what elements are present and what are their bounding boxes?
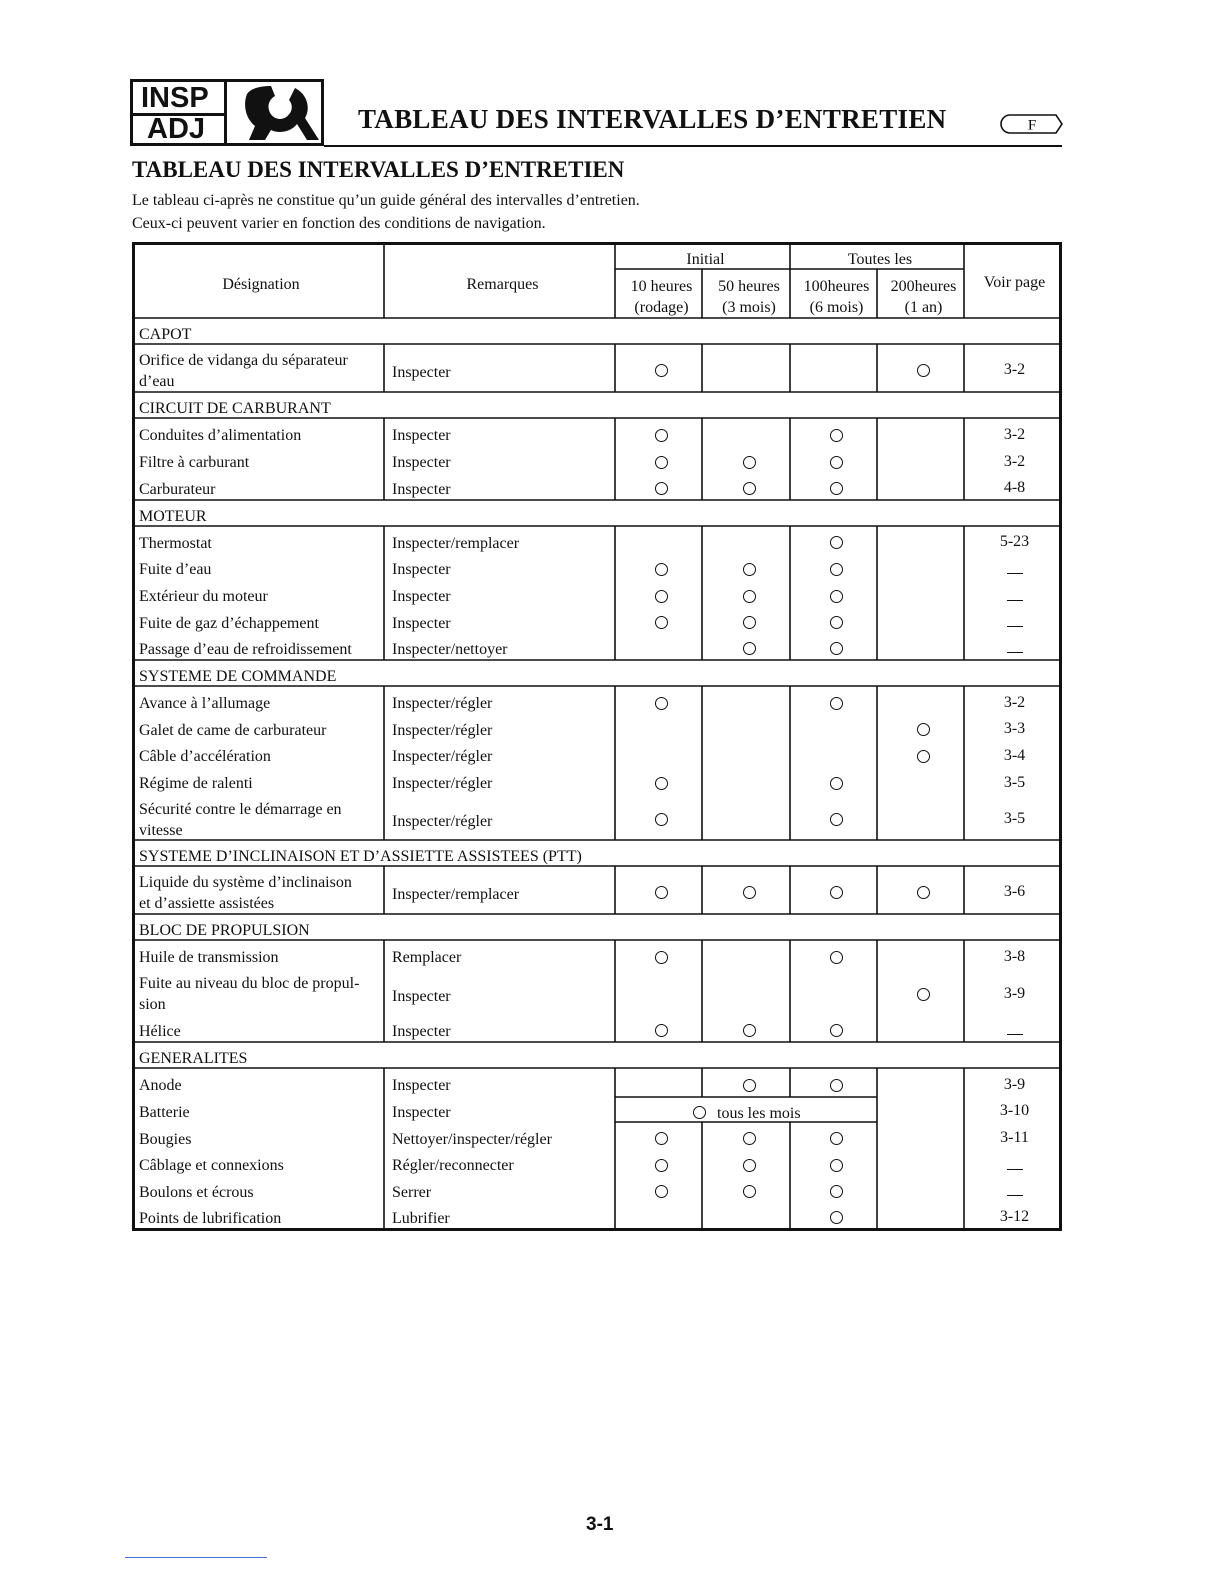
- row-designation-line: Bougies: [139, 1131, 192, 1148]
- no-page-dash: [1007, 1169, 1023, 1170]
- badge-adj: ADJ: [147, 113, 206, 145]
- header-10h: [618, 276, 705, 318]
- group-generalites: GENERALITES: [139, 1050, 248, 1067]
- row-designation: [139, 1075, 182, 1096]
- page-number: 3-1: [586, 1514, 614, 1535]
- row-page-ref: 3-2: [1003, 361, 1026, 378]
- interval-mark: [655, 364, 668, 377]
- interval-mark: [655, 429, 668, 442]
- group-capot: CAPOT: [139, 326, 192, 343]
- row-remark: Inspecter: [392, 561, 451, 578]
- row-designation: [139, 533, 212, 554]
- row-designation: [139, 559, 211, 580]
- row-remark: Inspecter: [392, 588, 451, 605]
- row-remark: Inspecter: [392, 427, 451, 444]
- interval-mark: [830, 951, 843, 964]
- interval-mark: [830, 429, 843, 442]
- interval-mark: [830, 616, 843, 629]
- interval-mark: [743, 563, 756, 576]
- row-designation-line: Anode: [139, 1077, 182, 1094]
- row-remark: Remplacer: [392, 949, 462, 966]
- row-designation-line: Câble d’accélération: [139, 748, 271, 765]
- header-50h-note: (3 mois): [722, 299, 776, 316]
- interval-mark: [830, 563, 843, 576]
- insp-adj-badge: [130, 79, 324, 146]
- row-designation-line: Régime de ralenti: [139, 775, 253, 792]
- intro-line-1: Le tableau ci-après ne constitue qu’un guide général des intervalles d’entretien.: [132, 192, 640, 209]
- header-rule: [324, 145, 1062, 147]
- header-200h-hours: 200heures: [890, 278, 957, 295]
- group-ptt: SYSTEME D’INCLINAISON ET D’ASSIETTE ASSISTEES (PTT): [139, 848, 582, 865]
- interval-mark: [917, 723, 930, 736]
- row-designation-line: Fuite au niveau du bloc de propul-: [139, 975, 360, 992]
- interval-mark: [830, 886, 843, 899]
- row-designation-line: d’eau: [139, 373, 175, 390]
- row-page-ref: 3-5: [1003, 773, 1026, 791]
- no-page-dash: [1007, 1034, 1023, 1035]
- header-title: TABLEAU DES INTERVALLES D’ENTRETIEN: [358, 104, 947, 134]
- section-title: TABLEAU DES INTERVALLES D’ENTRETIEN: [132, 157, 625, 182]
- row-page-ref: 3-11: [1000, 1129, 1029, 1146]
- row-page-ref: 3-2: [1003, 693, 1026, 711]
- row-designation-line: et d’assiette assistées: [139, 895, 275, 912]
- row-page-ref: 3-10: [999, 1101, 1030, 1119]
- header-100h-note: (6 mois): [809, 299, 864, 316]
- interval-mark: [655, 563, 668, 576]
- interval-mark: [655, 1159, 668, 1172]
- interval-mark: [743, 642, 756, 655]
- header-100h: [793, 276, 880, 318]
- interval-mark: [743, 886, 756, 899]
- interval-mark: [655, 813, 668, 826]
- row-remark: Régler/reconnecter: [392, 1157, 514, 1174]
- row-page-ref: 3-3: [1003, 720, 1026, 737]
- row-page-ref: 4-8: [1003, 479, 1026, 496]
- maintenance-table: [132, 242, 1062, 1231]
- interval-mark: [830, 642, 843, 655]
- row-designation: [139, 1155, 284, 1176]
- row-designation: [139, 693, 270, 714]
- header-10h-note: (rodage): [634, 299, 689, 316]
- row-remark: Inspecter/régler: [392, 775, 493, 792]
- row-remark: Lubrifier: [392, 1210, 450, 1227]
- row-designation-line: Liquide du système d’inclinaison: [139, 874, 352, 891]
- row-designation-line: vitesse: [139, 822, 183, 839]
- row-designation: [139, 947, 279, 968]
- header-50h: [705, 276, 793, 318]
- interval-mark: [655, 697, 668, 710]
- row-designation: [139, 452, 249, 473]
- row-designation-line: Passage d’eau de refroidissement: [139, 641, 352, 658]
- group-propulsion: BLOC DE PROPULSION: [139, 922, 310, 939]
- interval-mark: [743, 1132, 756, 1145]
- interval-mark: [830, 1211, 843, 1224]
- row-designation: [139, 720, 326, 741]
- header-200h-note: (1 an): [904, 299, 943, 316]
- row-designation: [139, 1182, 254, 1203]
- row-page-ref: 3-4: [1003, 746, 1026, 764]
- row-remark: Inspecter: [392, 481, 451, 498]
- row-designation-line: Orifice de vidanga du séparateur: [139, 352, 348, 369]
- row-page-ref: 3-9: [1003, 984, 1026, 1002]
- interval-mark: [655, 1132, 668, 1145]
- row-designation-line: Conduites d’alimentation: [139, 427, 302, 444]
- interval-mark: [830, 1079, 843, 1092]
- interval-mark: [830, 777, 843, 790]
- row-designation: [139, 1208, 281, 1229]
- row-remark: Inspecter: [392, 987, 451, 1005]
- interval-mark: [743, 590, 756, 603]
- no-page-dash: [1007, 652, 1023, 653]
- interval-mark: [917, 750, 930, 763]
- interval-mark: [743, 482, 756, 495]
- row-designation: [139, 613, 319, 634]
- row-remark: Inspecter/nettoyer: [392, 641, 508, 658]
- row-designation-line: Filtre à carburant: [139, 454, 250, 471]
- group-carburant: CIRCUIT DE CARBURANT: [139, 400, 331, 417]
- interval-mark: [830, 456, 843, 469]
- badge-insp: INSP: [141, 82, 209, 114]
- row-page-ref: 3-2: [1003, 425, 1026, 443]
- no-page-dash: [1007, 626, 1023, 627]
- interval-mark: [743, 1024, 756, 1037]
- row-designation: [139, 1129, 191, 1150]
- language-letter: F: [1027, 117, 1037, 134]
- row-designation-line: Batterie: [139, 1104, 190, 1121]
- interval-mark: [830, 1159, 843, 1172]
- row-designation-line: Sécurité contre le démarrage en: [139, 801, 342, 818]
- interval-mark: [830, 536, 843, 549]
- group-commande: SYSTEME DE COMMANDE: [139, 668, 337, 685]
- row-designation-line: Fuite de gaz d’échappement: [139, 615, 319, 632]
- interval-mark: [830, 813, 843, 826]
- row-remark: Nettoyer/inspecter/régler: [392, 1131, 552, 1148]
- header-initial: Initial: [686, 251, 725, 268]
- row-designation-line: Thermostat: [139, 535, 212, 552]
- row-designation: [139, 425, 301, 446]
- row-remark: Inspecter: [392, 364, 451, 381]
- interval-mark: [655, 951, 668, 964]
- row-designation-line: Points de lubrification: [139, 1210, 282, 1227]
- row-designation: [139, 1021, 181, 1042]
- interval-mark: [917, 988, 930, 1001]
- interval-mark: [743, 1079, 756, 1092]
- interval-mark: [655, 886, 668, 899]
- row-remark: Inspecter/régler: [392, 748, 493, 765]
- interval-mark: [830, 1132, 843, 1145]
- header-designation: Désignation: [222, 276, 300, 293]
- row-remark: Inspecter/remplacer: [392, 886, 520, 903]
- row-remark: Inspecter/régler: [392, 695, 493, 712]
- interval-mark: [743, 456, 756, 469]
- row-designation-line: Extérieur du moteur: [139, 588, 268, 605]
- no-page-dash: [1007, 1195, 1023, 1196]
- row-remark: Inspecter: [392, 1077, 451, 1094]
- interval-mark: [655, 456, 668, 469]
- row-designation-line: Avance à l’allumage: [139, 695, 271, 712]
- row-page-ref: 3-9: [1003, 1075, 1026, 1093]
- interval-mark: [655, 590, 668, 603]
- header-200h: [880, 276, 967, 318]
- interval-mark: [655, 1185, 668, 1198]
- interval-mark: [693, 1106, 706, 1119]
- interval-mark: [655, 482, 668, 495]
- row-remark: Inspecter/régler: [392, 722, 493, 739]
- no-page-dash: [1007, 573, 1023, 574]
- row-remark: Inspecter/remplacer: [392, 535, 520, 552]
- row-remark: Inspecter: [392, 1023, 451, 1040]
- interval-mark: [830, 697, 843, 710]
- interval-mark: [917, 886, 930, 899]
- language-badge: [998, 113, 1064, 135]
- row-designation-line: Carburateur: [139, 481, 216, 498]
- row-designation: [139, 350, 348, 392]
- row-remark: Inspecter: [392, 615, 451, 632]
- row-remark: Serrer: [392, 1184, 432, 1201]
- header-remarks: Remarques: [466, 276, 539, 293]
- interval-mark: [743, 1159, 756, 1172]
- no-page-dash: [1007, 600, 1023, 601]
- row-designation-line: sion: [139, 996, 166, 1013]
- interval-mark: [743, 1185, 756, 1198]
- row-designation-line: Fuite d’eau: [139, 561, 212, 578]
- row-designation: [139, 746, 271, 767]
- row-remark: Inspecter: [392, 454, 451, 471]
- interval-mark: [655, 616, 668, 629]
- row-remark: Inspecter/régler: [392, 812, 493, 830]
- interval-mark: [830, 1185, 843, 1198]
- header-every: Toutes les: [847, 251, 913, 268]
- row-designation: [139, 1102, 190, 1123]
- header-50h-hours: 50 heures: [718, 278, 780, 295]
- intro-text: [132, 189, 640, 235]
- row-designation-line: Boulons et écrous: [139, 1184, 254, 1201]
- row-designation: [139, 773, 253, 794]
- row-designation: [139, 639, 352, 660]
- row-designation: [139, 586, 268, 607]
- interval-mark: [655, 777, 668, 790]
- header-10h-hours: 10 heures: [630, 278, 693, 295]
- group-moteur: MOTEUR: [139, 508, 207, 525]
- row-designation: [139, 973, 359, 1015]
- header-page: Voir page: [983, 274, 1046, 291]
- monthly-note: tous les mois: [717, 1104, 801, 1122]
- row-page-ref: 3-12: [999, 1208, 1030, 1225]
- row-remark: Inspecter: [392, 1104, 451, 1121]
- row-designation: [139, 799, 342, 841]
- row-page-ref: 3-6: [1003, 883, 1026, 900]
- interval-mark: [917, 364, 930, 377]
- row-page-ref: 3-5: [1003, 809, 1026, 827]
- row-page-ref: 3-8: [1003, 947, 1026, 965]
- interval-mark: [655, 1024, 668, 1037]
- footnote-rule: [125, 1557, 267, 1558]
- intro-line-2: Ceux-ci peuvent varier en fonction des conditions de navigation.: [132, 215, 546, 232]
- interval-mark: [743, 616, 756, 629]
- row-page-ref: 5-23: [999, 533, 1030, 550]
- interval-mark: [830, 482, 843, 495]
- row-designation-line: Galet de came de carburateur: [139, 722, 327, 739]
- interval-mark: [830, 590, 843, 603]
- row-designation-line: Hélice: [139, 1023, 181, 1040]
- row-designation: [139, 872, 352, 914]
- header-100h-hours: 100heures: [803, 278, 870, 295]
- interval-mark: [830, 1024, 843, 1037]
- wrench-gauge-icon: [227, 82, 321, 143]
- row-designation: [139, 479, 215, 500]
- row-page-ref: 3-2: [1003, 452, 1026, 470]
- row-designation-line: Câblage et connexions: [139, 1157, 284, 1174]
- row-designation-line: Huile de transmission: [139, 949, 279, 966]
